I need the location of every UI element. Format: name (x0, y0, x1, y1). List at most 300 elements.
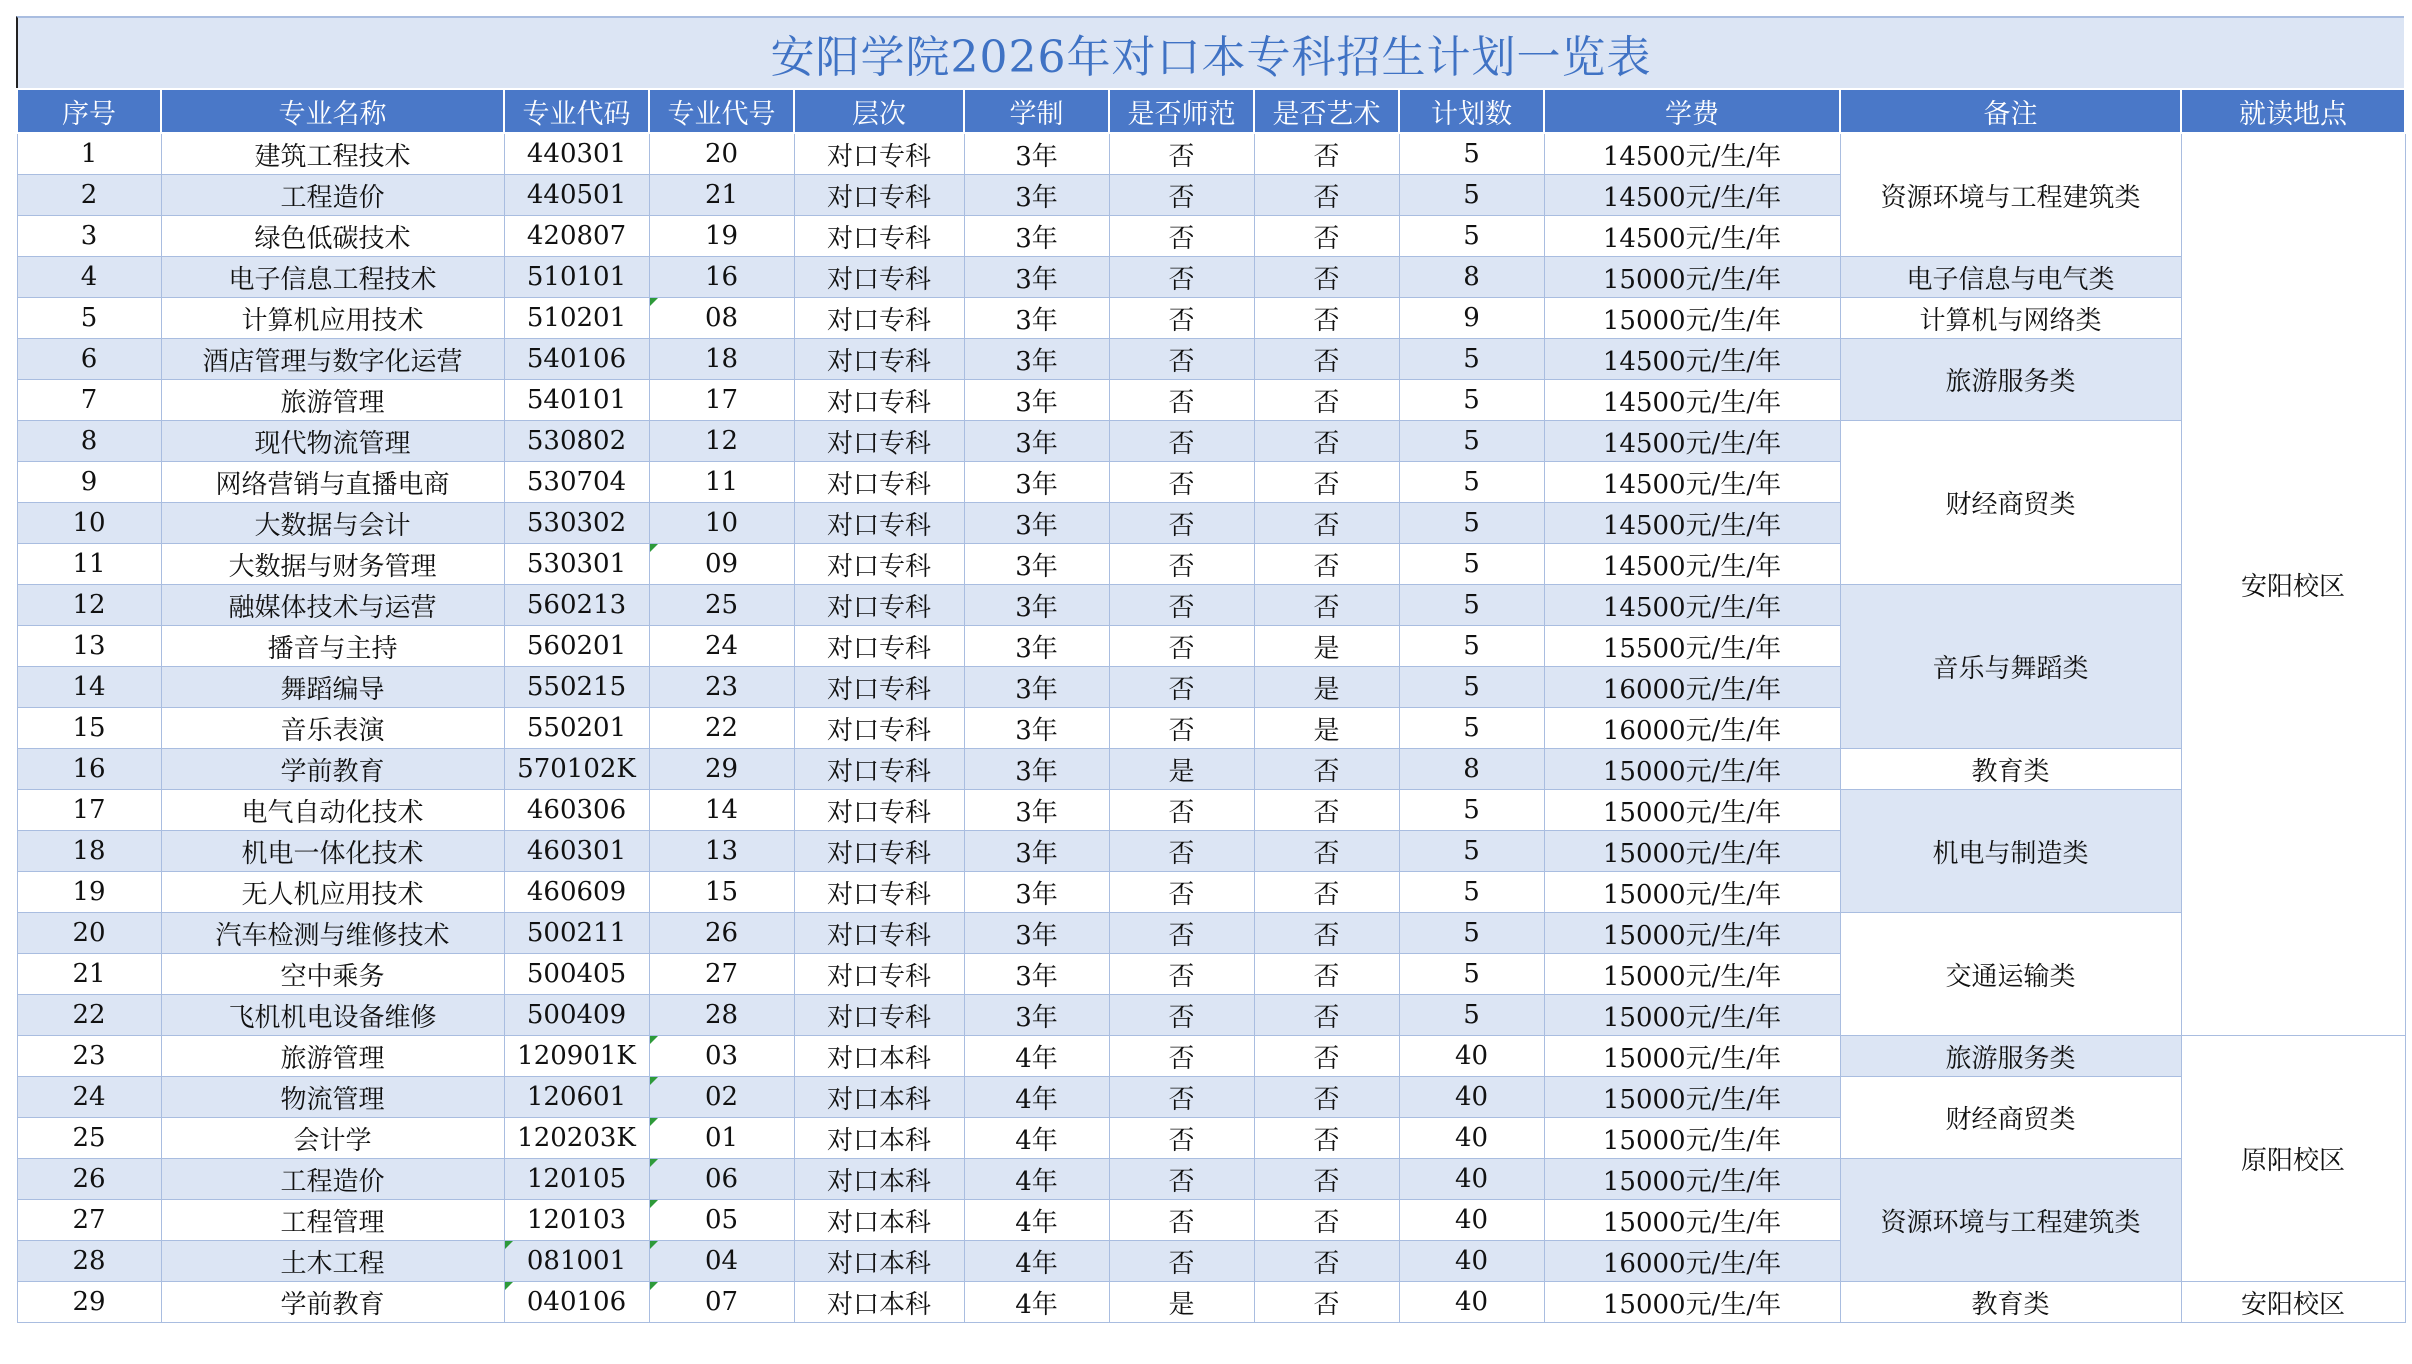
cell-duration[interactable]: 4年 (964, 1036, 1109, 1077)
cell-teacher-training[interactable]: 否 (1109, 544, 1254, 585)
cell-teacher-training[interactable]: 否 (1109, 913, 1254, 954)
cell-tuition[interactable]: 14500元/生/年 (1544, 585, 1840, 626)
cell-major-code[interactable]: 500405 (504, 954, 649, 995)
cell-campus[interactable]: 安阳校区 (2181, 133, 2405, 1036)
cell-index[interactable]: 9 (17, 462, 161, 503)
cell-major-name[interactable]: 旅游管理 (161, 1036, 504, 1077)
cell-art[interactable]: 否 (1254, 216, 1399, 257)
cell-plan-count[interactable]: 40 (1399, 1036, 1544, 1077)
cell-major-code[interactable]: 420807 (504, 216, 649, 257)
cell-tuition[interactable]: 15000元/生/年 (1544, 831, 1840, 872)
header-cell-index[interactable]: 序号 (17, 89, 161, 133)
cell-level[interactable]: 对口本科 (794, 1077, 964, 1118)
cell-art[interactable]: 否 (1254, 831, 1399, 872)
cell-major-code[interactable]: 540106 (504, 339, 649, 380)
cell-duration[interactable]: 3年 (964, 585, 1109, 626)
cell-major-code[interactable]: 550201 (504, 708, 649, 749)
cell-art[interactable]: 否 (1254, 1241, 1399, 1282)
cell-major-code[interactable]: 440301 (504, 133, 649, 175)
cell-index[interactable]: 4 (17, 257, 161, 298)
cell-tuition[interactable]: 14500元/生/年 (1544, 175, 1840, 216)
cell-level[interactable]: 对口专科 (794, 995, 964, 1036)
cell-major-number[interactable]: 10 (649, 503, 794, 544)
cell-level[interactable]: 对口专科 (794, 216, 964, 257)
cell-remarks[interactable]: 资源环境与工程建筑类 (1840, 1159, 2181, 1282)
cell-duration[interactable]: 3年 (964, 380, 1109, 421)
cell-plan-count[interactable]: 5 (1399, 380, 1544, 421)
cell-tuition[interactable]: 15000元/生/年 (1544, 1159, 1840, 1200)
cell-art[interactable]: 否 (1254, 954, 1399, 995)
cell-plan-count[interactable]: 5 (1399, 175, 1544, 216)
cell-remarks[interactable]: 财经商贸类 (1840, 1077, 2181, 1159)
cell-art[interactable]: 是 (1254, 667, 1399, 708)
cell-teacher-training[interactable]: 否 (1109, 216, 1254, 257)
cell-tuition[interactable]: 14500元/生/年 (1544, 544, 1840, 585)
cell-plan-count[interactable]: 40 (1399, 1159, 1544, 1200)
cell-plan-count[interactable]: 40 (1399, 1200, 1544, 1241)
cell-duration[interactable]: 3年 (964, 462, 1109, 503)
cell-art[interactable]: 否 (1254, 749, 1399, 790)
cell-tuition[interactable]: 15000元/生/年 (1544, 1036, 1840, 1077)
cell-major-name[interactable]: 融媒体技术与运营 (161, 585, 504, 626)
cell-index[interactable]: 19 (17, 872, 161, 913)
cell-major-code[interactable]: 560213 (504, 585, 649, 626)
cell-major-code[interactable]: 120601 (504, 1077, 649, 1118)
cell-teacher-training[interactable]: 否 (1109, 585, 1254, 626)
header-cell-art[interactable]: 是否艺术 (1254, 89, 1399, 133)
header-cell-remarks[interactable]: 备注 (1840, 89, 2181, 133)
header-cell-campus[interactable]: 就读地点 (2181, 89, 2405, 133)
cell-level[interactable]: 对口专科 (794, 421, 964, 462)
cell-plan-count[interactable]: 5 (1399, 544, 1544, 585)
cell-major-name[interactable]: 播音与主持 (161, 626, 504, 667)
cell-level[interactable]: 对口专科 (794, 667, 964, 708)
cell-major-code[interactable]: 440501 (504, 175, 649, 216)
cell-index[interactable]: 12 (17, 585, 161, 626)
cell-index[interactable]: 18 (17, 831, 161, 872)
cell-major-name[interactable]: 酒店管理与数字化运营 (161, 339, 504, 380)
cell-teacher-training[interactable]: 否 (1109, 954, 1254, 995)
cell-level[interactable]: 对口专科 (794, 585, 964, 626)
cell-art[interactable]: 否 (1254, 790, 1399, 831)
cell-major-code[interactable]: 500409 (504, 995, 649, 1036)
cell-remarks[interactable]: 计算机与网络类 (1840, 298, 2181, 339)
cell-major-code[interactable]: 510101 (504, 257, 649, 298)
cell-art[interactable]: 是 (1254, 626, 1399, 667)
cell-tuition[interactable]: 15000元/生/年 (1544, 1077, 1840, 1118)
cell-duration[interactable]: 3年 (964, 872, 1109, 913)
cell-level[interactable]: 对口专科 (794, 954, 964, 995)
cell-major-name[interactable]: 舞蹈编导 (161, 667, 504, 708)
cell-plan-count[interactable]: 40 (1399, 1077, 1544, 1118)
cell-art[interactable]: 否 (1254, 339, 1399, 380)
cell-tuition[interactable]: 16000元/生/年 (1544, 1241, 1840, 1282)
cell-tuition[interactable]: 15000元/生/年 (1544, 995, 1840, 1036)
cell-major-number[interactable]: 11 (649, 462, 794, 503)
cell-major-number[interactable]: 23 (649, 667, 794, 708)
cell-major-code[interactable]: 530301 (504, 544, 649, 585)
cell-index[interactable]: 20 (17, 913, 161, 954)
cell-duration[interactable]: 3年 (964, 421, 1109, 462)
cell-major-number[interactable]: 15 (649, 872, 794, 913)
cell-major-name[interactable]: 电气自动化技术 (161, 790, 504, 831)
cell-remarks[interactable]: 旅游服务类 (1840, 1036, 2181, 1077)
cell-major-number[interactable]: 08 (649, 298, 794, 339)
header-cell-major-name[interactable]: 专业名称 (161, 89, 504, 133)
cell-major-number[interactable]: 21 (649, 175, 794, 216)
cell-index[interactable]: 21 (17, 954, 161, 995)
cell-index[interactable]: 29 (17, 1282, 161, 1323)
header-cell-major-number[interactable]: 专业代号 (649, 89, 794, 133)
cell-remarks[interactable]: 财经商贸类 (1840, 421, 2181, 585)
cell-teacher-training[interactable]: 否 (1109, 626, 1254, 667)
cell-art[interactable]: 否 (1254, 175, 1399, 216)
cell-level[interactable]: 对口专科 (794, 462, 964, 503)
cell-major-number[interactable]: 26 (649, 913, 794, 954)
cell-remarks[interactable]: 旅游服务类 (1840, 339, 2181, 421)
cell-art[interactable]: 否 (1254, 872, 1399, 913)
cell-campus[interactable]: 原阳校区 (2181, 1036, 2405, 1282)
cell-duration[interactable]: 3年 (964, 831, 1109, 872)
cell-index[interactable]: 16 (17, 749, 161, 790)
cell-art[interactable]: 否 (1254, 544, 1399, 585)
cell-major-code[interactable]: 120901K (504, 1036, 649, 1077)
cell-art[interactable]: 否 (1254, 585, 1399, 626)
cell-major-code[interactable]: 500211 (504, 913, 649, 954)
cell-plan-count[interactable]: 5 (1399, 626, 1544, 667)
cell-level[interactable]: 对口本科 (794, 1036, 964, 1077)
cell-major-name[interactable]: 无人机应用技术 (161, 872, 504, 913)
cell-plan-count[interactable]: 40 (1399, 1118, 1544, 1159)
cell-level[interactable]: 对口专科 (794, 175, 964, 216)
cell-teacher-training[interactable]: 否 (1109, 995, 1254, 1036)
cell-duration[interactable]: 4年 (964, 1241, 1109, 1282)
cell-art[interactable]: 否 (1254, 1036, 1399, 1077)
cell-tuition[interactable]: 14500元/生/年 (1544, 133, 1840, 175)
cell-duration[interactable]: 3年 (964, 133, 1109, 175)
cell-major-name[interactable]: 旅游管理 (161, 380, 504, 421)
cell-major-number[interactable]: 18 (649, 339, 794, 380)
cell-plan-count[interactable]: 5 (1399, 421, 1544, 462)
cell-major-name[interactable]: 音乐表演 (161, 708, 504, 749)
cell-level[interactable]: 对口专科 (794, 133, 964, 175)
cell-art[interactable]: 否 (1254, 1282, 1399, 1323)
cell-index[interactable]: 1 (17, 133, 161, 175)
cell-teacher-training[interactable]: 否 (1109, 257, 1254, 298)
cell-tuition[interactable]: 16000元/生/年 (1544, 667, 1840, 708)
cell-index[interactable]: 11 (17, 544, 161, 585)
cell-major-code[interactable]: 550215 (504, 667, 649, 708)
cell-duration[interactable]: 3年 (964, 667, 1109, 708)
cell-tuition[interactable]: 15000元/生/年 (1544, 790, 1840, 831)
header-cell-duration[interactable]: 学制 (964, 89, 1109, 133)
cell-plan-count[interactable]: 5 (1399, 872, 1544, 913)
cell-index[interactable]: 2 (17, 175, 161, 216)
cell-teacher-training[interactable]: 否 (1109, 380, 1254, 421)
cell-tuition[interactable]: 14500元/生/年 (1544, 421, 1840, 462)
cell-major-name[interactable]: 工程管理 (161, 1200, 504, 1241)
cell-major-number[interactable]: 22 (649, 708, 794, 749)
cell-major-name[interactable]: 计算机应用技术 (161, 298, 504, 339)
cell-level[interactable]: 对口专科 (794, 749, 964, 790)
cell-major-name[interactable]: 现代物流管理 (161, 421, 504, 462)
cell-major-name[interactable]: 大数据与财务管理 (161, 544, 504, 585)
cell-level[interactable]: 对口专科 (794, 544, 964, 585)
cell-plan-count[interactable]: 40 (1399, 1282, 1544, 1323)
cell-duration[interactable]: 4年 (964, 1200, 1109, 1241)
cell-remarks[interactable]: 机电与制造类 (1840, 790, 2181, 913)
cell-major-name[interactable]: 工程造价 (161, 1159, 504, 1200)
cell-duration[interactable]: 4年 (964, 1077, 1109, 1118)
cell-index[interactable]: 8 (17, 421, 161, 462)
cell-major-code[interactable]: 530704 (504, 462, 649, 503)
cell-major-number[interactable]: 09 (649, 544, 794, 585)
cell-duration[interactable]: 3年 (964, 749, 1109, 790)
cell-major-code[interactable]: 530302 (504, 503, 649, 544)
cell-tuition[interactable]: 14500元/生/年 (1544, 380, 1840, 421)
cell-duration[interactable]: 3年 (964, 257, 1109, 298)
cell-level[interactable]: 对口专科 (794, 257, 964, 298)
cell-teacher-training[interactable]: 否 (1109, 667, 1254, 708)
cell-teacher-training[interactable]: 否 (1109, 872, 1254, 913)
header-cell-major-code[interactable]: 专业代码 (504, 89, 649, 133)
cell-duration[interactable]: 3年 (964, 544, 1109, 585)
cell-art[interactable]: 否 (1254, 1159, 1399, 1200)
cell-tuition[interactable]: 15000元/生/年 (1544, 749, 1840, 790)
cell-level[interactable]: 对口本科 (794, 1241, 964, 1282)
cell-duration[interactable]: 3年 (964, 790, 1109, 831)
cell-plan-count[interactable]: 5 (1399, 667, 1544, 708)
cell-major-number[interactable]: 16 (649, 257, 794, 298)
cell-plan-count[interactable]: 5 (1399, 913, 1544, 954)
cell-major-code[interactable]: 081001 (504, 1241, 649, 1282)
cell-plan-count[interactable]: 5 (1399, 503, 1544, 544)
cell-tuition[interactable]: 15000元/生/年 (1544, 257, 1840, 298)
cell-teacher-training[interactable]: 是 (1109, 749, 1254, 790)
header-cell-plan-count[interactable]: 计划数 (1399, 89, 1544, 133)
cell-major-name[interactable]: 土木工程 (161, 1241, 504, 1282)
cell-level[interactable]: 对口本科 (794, 1159, 964, 1200)
cell-tuition[interactable]: 15000元/生/年 (1544, 298, 1840, 339)
cell-art[interactable]: 否 (1254, 380, 1399, 421)
cell-major-code[interactable]: 120103 (504, 1200, 649, 1241)
cell-duration[interactable]: 3年 (964, 626, 1109, 667)
cell-remarks[interactable]: 音乐与舞蹈类 (1840, 585, 2181, 749)
cell-major-code[interactable]: 570102K (504, 749, 649, 790)
cell-tuition[interactable]: 15000元/生/年 (1544, 872, 1840, 913)
cell-level[interactable]: 对口专科 (794, 872, 964, 913)
cell-major-number[interactable]: 07 (649, 1282, 794, 1323)
cell-major-code[interactable]: 560201 (504, 626, 649, 667)
cell-teacher-training[interactable]: 否 (1109, 339, 1254, 380)
cell-teacher-training[interactable]: 否 (1109, 790, 1254, 831)
cell-level[interactable]: 对口专科 (794, 503, 964, 544)
cell-level[interactable]: 对口专科 (794, 831, 964, 872)
cell-major-number[interactable]: 29 (649, 749, 794, 790)
cell-major-name[interactable]: 飞机机电设备维修 (161, 995, 504, 1036)
cell-art[interactable]: 否 (1254, 503, 1399, 544)
cell-plan-count[interactable]: 5 (1399, 790, 1544, 831)
cell-tuition[interactable]: 15500元/生/年 (1544, 626, 1840, 667)
cell-teacher-training[interactable]: 否 (1109, 421, 1254, 462)
cell-duration[interactable]: 3年 (964, 995, 1109, 1036)
cell-major-code[interactable]: 530802 (504, 421, 649, 462)
cell-tuition[interactable]: 15000元/生/年 (1544, 1200, 1840, 1241)
cell-major-number[interactable]: 05 (649, 1200, 794, 1241)
cell-plan-count[interactable]: 5 (1399, 216, 1544, 257)
cell-major-name[interactable]: 建筑工程技术 (161, 133, 504, 175)
cell-index[interactable]: 25 (17, 1118, 161, 1159)
cell-art[interactable]: 否 (1254, 298, 1399, 339)
cell-campus[interactable]: 安阳校区 (2181, 1282, 2405, 1323)
cell-teacher-training[interactable]: 是 (1109, 1282, 1254, 1323)
cell-level[interactable]: 对口专科 (794, 298, 964, 339)
cell-plan-count[interactable]: 8 (1399, 257, 1544, 298)
cell-major-number[interactable]: 12 (649, 421, 794, 462)
cell-tuition[interactable]: 14500元/生/年 (1544, 339, 1840, 380)
cell-index[interactable]: 3 (17, 216, 161, 257)
cell-major-number[interactable]: 03 (649, 1036, 794, 1077)
cell-level[interactable]: 对口本科 (794, 1200, 964, 1241)
cell-teacher-training[interactable]: 否 (1109, 1118, 1254, 1159)
cell-teacher-training[interactable]: 否 (1109, 1159, 1254, 1200)
cell-plan-count[interactable]: 5 (1399, 954, 1544, 995)
cell-duration[interactable]: 4年 (964, 1282, 1109, 1323)
cell-index[interactable]: 15 (17, 708, 161, 749)
cell-major-code[interactable]: 040106 (504, 1282, 649, 1323)
cell-major-number[interactable]: 02 (649, 1077, 794, 1118)
cell-art[interactable]: 否 (1254, 1118, 1399, 1159)
cell-index[interactable]: 5 (17, 298, 161, 339)
cell-major-name[interactable]: 大数据与会计 (161, 503, 504, 544)
cell-index[interactable]: 6 (17, 339, 161, 380)
cell-teacher-training[interactable]: 否 (1109, 133, 1254, 175)
cell-level[interactable]: 对口专科 (794, 913, 964, 954)
cell-teacher-training[interactable]: 否 (1109, 1200, 1254, 1241)
cell-plan-count[interactable]: 5 (1399, 831, 1544, 872)
cell-tuition[interactable]: 15000元/生/年 (1544, 954, 1840, 995)
cell-major-number[interactable]: 06 (649, 1159, 794, 1200)
cell-index[interactable]: 10 (17, 503, 161, 544)
cell-plan-count[interactable]: 9 (1399, 298, 1544, 339)
cell-art[interactable]: 否 (1254, 913, 1399, 954)
cell-plan-count[interactable]: 40 (1399, 1241, 1544, 1282)
cell-major-name[interactable]: 绿色低碳技术 (161, 216, 504, 257)
cell-teacher-training[interactable]: 否 (1109, 462, 1254, 503)
cell-teacher-training[interactable]: 否 (1109, 1036, 1254, 1077)
cell-tuition[interactable]: 14500元/生/年 (1544, 503, 1840, 544)
cell-level[interactable]: 对口专科 (794, 339, 964, 380)
cell-duration[interactable]: 3年 (964, 708, 1109, 749)
cell-art[interactable]: 否 (1254, 421, 1399, 462)
cell-duration[interactable]: 3年 (964, 216, 1109, 257)
cell-level[interactable]: 对口本科 (794, 1118, 964, 1159)
cell-art[interactable]: 否 (1254, 257, 1399, 298)
cell-art[interactable]: 否 (1254, 1077, 1399, 1118)
cell-major-code[interactable]: 540101 (504, 380, 649, 421)
cell-duration[interactable]: 3年 (964, 913, 1109, 954)
cell-major-number[interactable]: 28 (649, 995, 794, 1036)
cell-level[interactable]: 对口专科 (794, 708, 964, 749)
cell-major-number[interactable]: 25 (649, 585, 794, 626)
cell-index[interactable]: 26 (17, 1159, 161, 1200)
cell-art[interactable]: 否 (1254, 133, 1399, 175)
cell-index[interactable]: 23 (17, 1036, 161, 1077)
cell-teacher-training[interactable]: 否 (1109, 298, 1254, 339)
cell-major-name[interactable]: 空中乘务 (161, 954, 504, 995)
cell-remarks[interactable]: 教育类 (1840, 749, 2181, 790)
cell-major-name[interactable]: 学前教育 (161, 749, 504, 790)
cell-plan-count[interactable]: 8 (1399, 749, 1544, 790)
cell-index[interactable]: 22 (17, 995, 161, 1036)
cell-teacher-training[interactable]: 否 (1109, 1077, 1254, 1118)
cell-index[interactable]: 13 (17, 626, 161, 667)
cell-major-code[interactable]: 120105 (504, 1159, 649, 1200)
cell-major-number[interactable]: 24 (649, 626, 794, 667)
cell-teacher-training[interactable]: 否 (1109, 503, 1254, 544)
cell-major-name[interactable]: 学前教育 (161, 1282, 504, 1323)
cell-index[interactable]: 28 (17, 1241, 161, 1282)
cell-major-number[interactable]: 14 (649, 790, 794, 831)
cell-level[interactable]: 对口本科 (794, 1282, 964, 1323)
cell-remarks[interactable]: 交通运输类 (1840, 913, 2181, 1036)
cell-major-number[interactable]: 01 (649, 1118, 794, 1159)
cell-art[interactable]: 否 (1254, 1200, 1399, 1241)
cell-duration[interactable]: 3年 (964, 954, 1109, 995)
cell-plan-count[interactable]: 5 (1399, 995, 1544, 1036)
cell-tuition[interactable]: 14500元/生/年 (1544, 462, 1840, 503)
cell-duration[interactable]: 3年 (964, 175, 1109, 216)
cell-major-code[interactable]: 120203K (504, 1118, 649, 1159)
cell-duration[interactable]: 3年 (964, 503, 1109, 544)
cell-teacher-training[interactable]: 否 (1109, 831, 1254, 872)
cell-major-code[interactable]: 510201 (504, 298, 649, 339)
cell-art[interactable]: 否 (1254, 995, 1399, 1036)
cell-tuition[interactable]: 15000元/生/年 (1544, 913, 1840, 954)
cell-major-number[interactable]: 17 (649, 380, 794, 421)
cell-duration[interactable]: 3年 (964, 298, 1109, 339)
cell-remarks[interactable]: 电子信息与电气类 (1840, 257, 2181, 298)
cell-major-name[interactable]: 机电一体化技术 (161, 831, 504, 872)
cell-teacher-training[interactable]: 否 (1109, 175, 1254, 216)
cell-level[interactable]: 对口专科 (794, 790, 964, 831)
cell-duration[interactable]: 3年 (964, 339, 1109, 380)
cell-major-name[interactable]: 网络营销与直播电商 (161, 462, 504, 503)
cell-major-name[interactable]: 会计学 (161, 1118, 504, 1159)
header-cell-level[interactable]: 层次 (794, 89, 964, 133)
cell-major-number[interactable]: 20 (649, 133, 794, 175)
cell-major-code[interactable]: 460306 (504, 790, 649, 831)
cell-tuition[interactable]: 16000元/生/年 (1544, 708, 1840, 749)
cell-plan-count[interactable]: 5 (1399, 339, 1544, 380)
cell-major-number[interactable]: 19 (649, 216, 794, 257)
cell-level[interactable]: 对口专科 (794, 626, 964, 667)
cell-level[interactable]: 对口专科 (794, 380, 964, 421)
header-cell-teacher-training[interactable]: 是否师范 (1109, 89, 1254, 133)
header-cell-tuition[interactable]: 学费 (1544, 89, 1840, 133)
cell-plan-count[interactable]: 5 (1399, 133, 1544, 175)
cell-major-name[interactable]: 汽车检测与维修技术 (161, 913, 504, 954)
cell-index[interactable]: 17 (17, 790, 161, 831)
cell-index[interactable]: 24 (17, 1077, 161, 1118)
cell-major-name[interactable]: 电子信息工程技术 (161, 257, 504, 298)
cell-major-name[interactable]: 工程造价 (161, 175, 504, 216)
cell-duration[interactable]: 4年 (964, 1118, 1109, 1159)
cell-art[interactable]: 否 (1254, 462, 1399, 503)
cell-teacher-training[interactable]: 否 (1109, 1241, 1254, 1282)
cell-tuition[interactable]: 15000元/生/年 (1544, 1118, 1840, 1159)
cell-major-code[interactable]: 460609 (504, 872, 649, 913)
